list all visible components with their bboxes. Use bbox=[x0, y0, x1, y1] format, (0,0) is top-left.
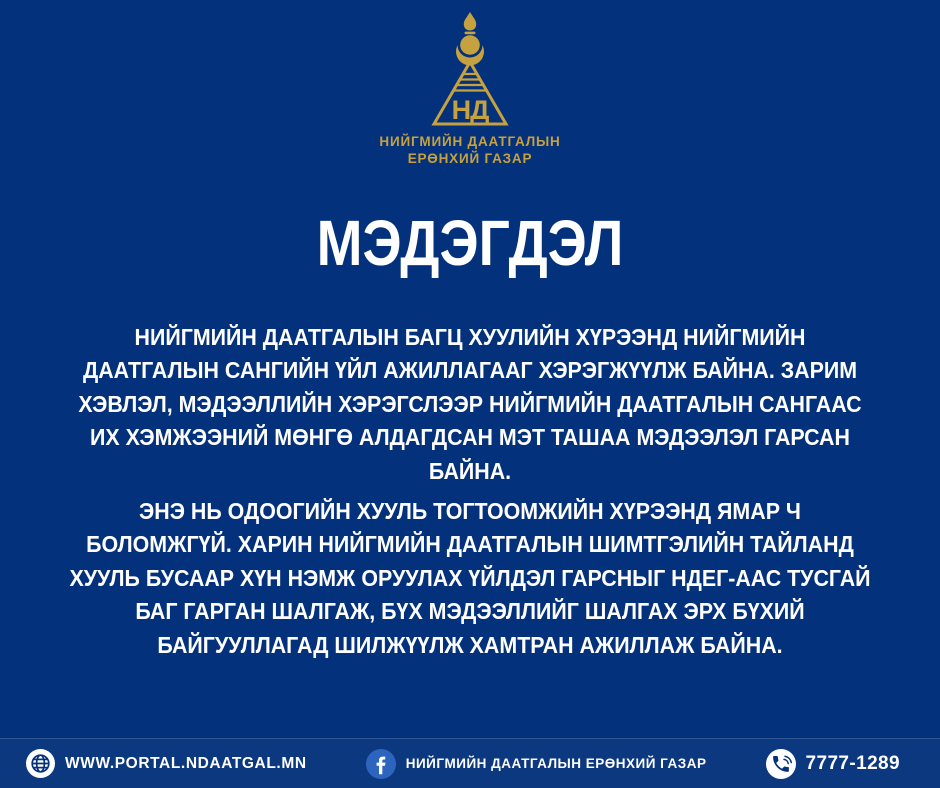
facebook-contact bbox=[366, 749, 707, 779]
page-title: МЭДЭГДЭЛ bbox=[316, 207, 624, 279]
phone-contact bbox=[766, 749, 900, 779]
soyombo-pyramid-emblem-icon bbox=[415, 12, 525, 130]
paragraph1-line: НИЙГМИЙН ДААТГАЛЫН БАГЦ ХУУЛИЙН ХҮРЭЭНД НИЙГМИЙН bbox=[134, 324, 806, 350]
paragraph2-line: БОЛОМЖГҮЙ. ХАРИН НИЙГМИЙН ДААТГАЛЫН ШИМТГЭЛИЙН ТАЙЛАНД bbox=[86, 531, 854, 558]
facebook-icon bbox=[366, 749, 396, 779]
announcement-paragraph-1 bbox=[33, 321, 907, 488]
announcement-paragraph-2 bbox=[33, 495, 907, 662]
paragraph1-line: ИХ ХЭМЖЭЭНИЙ МӨНГӨ АЛДАГДСАН МЭТ ТАШАА МЭДЭЭЛЭЛ ГАРСАН bbox=[90, 424, 850, 451]
emblem-monogram: НД bbox=[451, 95, 489, 125]
phone-number-label: 7777-1289 bbox=[805, 752, 900, 774]
website-label: WWW.PORTAL.NDAATGAL.MN bbox=[65, 754, 307, 772]
paragraph2-line: ЭНЭ НЬ ОДООГИЙН ХУУЛЬ ТОГТООМЖИЙН ХҮРЭЭНД ЯМАР Ч bbox=[139, 498, 801, 524]
paragraph1-line: БАЙНА. bbox=[428, 457, 512, 484]
paragraph2-line: БАЙГУУЛЛАГАД ШИЛЖҮҮЛЖ ХАМТРАН АЖИЛЛАЖ БАЙНА. bbox=[157, 631, 783, 658]
paragraph1-line: ДААТГАЛЫН САНГИЙН ҮЙЛ АЖИЛЛАГААГ ХЭРЭГЖҮҮЛЖ БАЙНА. ЗАРИМ bbox=[82, 357, 858, 384]
globe-icon bbox=[26, 749, 55, 778]
paragraph2-line: ХУУЛЬ БУСААР ХҮН НЭМЖ ОРУУЛАХ ҮЙЛДЭЛ ГАРСНЫГ НДЕГ-ААС ТУСГАЙ bbox=[69, 564, 871, 591]
website-contact bbox=[26, 749, 307, 778]
org-name-line1: НИЙГМИЙН ДААТГАЛЫН bbox=[379, 134, 561, 149]
footer-bar bbox=[0, 738, 940, 788]
facebook-page-label: НИЙГМИЙН ДААТГАЛЫН ЕРӨНХИЙ ГАЗАР bbox=[405, 756, 707, 771]
org-name-line2: ЕРӨНХИЙ ГАЗАР bbox=[407, 151, 533, 166]
paragraph2-line: БАГ ГАРГАН ШАЛГАЖ, БҮХ МЭДЭЭЛЛИЙГ ШАЛГАХ ЭРХ БҮХИЙ bbox=[135, 598, 805, 625]
paragraph1-line: ХЭВЛЭЛ, МЭДЭЭЛЛИЙН ХЭРЭГСЛЭЭР НИЙГМИЙН ДААТГАЛЫН САНГААС bbox=[78, 390, 862, 417]
phone-icon bbox=[766, 749, 796, 779]
org-name bbox=[0, 133, 940, 167]
logo-block bbox=[0, 12, 940, 167]
